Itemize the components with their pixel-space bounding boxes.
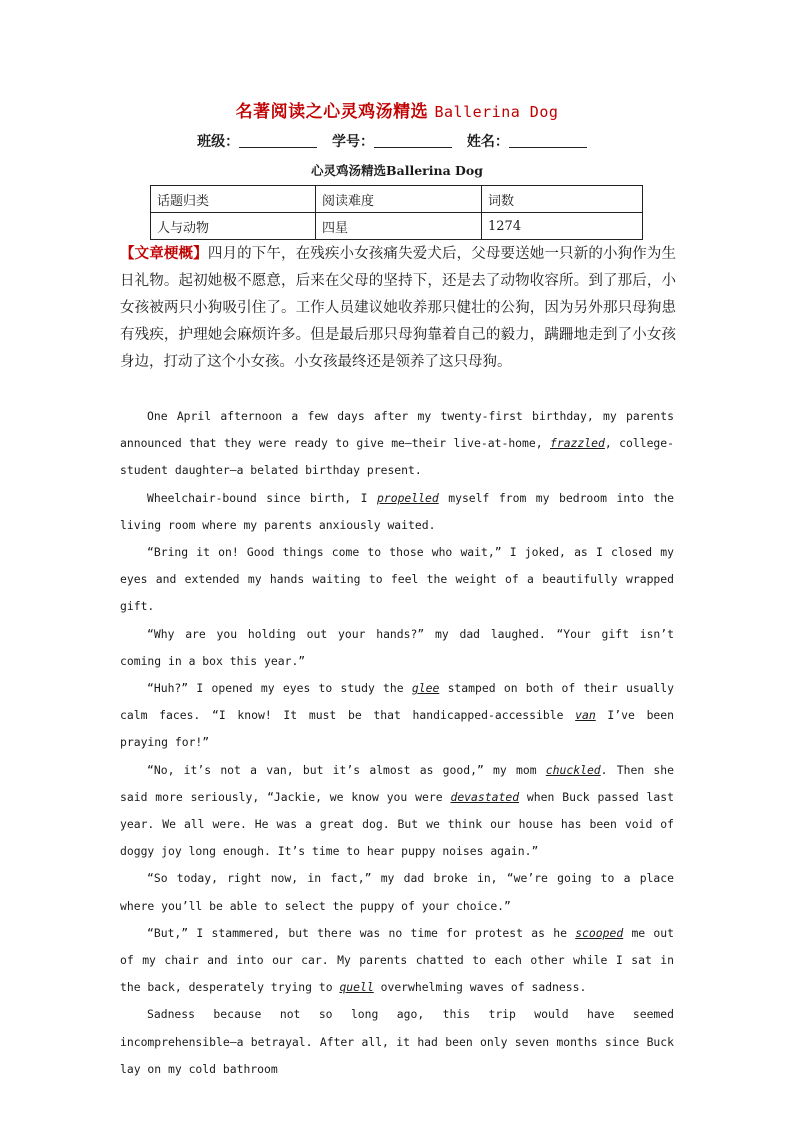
table-cell: 话题归类 <box>151 186 316 213</box>
section-subtitle: 心灵鸡汤精选Ballerina Dog <box>311 163 483 178</box>
table-row <box>151 186 643 213</box>
name-label: 姓名： <box>466 134 509 150</box>
summary-text: 四月的下午，在残疾小女孩痛失爱犬后，父母要送她一只新的小狗作为生日礼物。起初她极不愿意，后来在父母的坚持下，还是去了动物收容所。到了那后，小女孩被两只小狗吸引住了。工作人员建议她收养那只健壮的公狗，因为另外那只母狗患有残疾，护理她会麻烦许多。但是最后那只母狗靠着自己的毅力，蹒跚地走到了小女孩身边，打动了这个小女孩。小女孩最终还是领养了这只母狗。 <box>120 246 676 370</box>
document-title <box>0 97 794 122</box>
paragraph: One April afternoon a few days after my twenty-first birthday, my parents announced that they were ready to give me—their live-at-home, frazzled, college-student daughter—a belated birthday present. <box>120 409 675 478</box>
paragraph: “But,” I stammered, but there was no time for protest as he scooped me out of my chair and into our car. My parents chatted to each other while I sat in the back, desperately trying to quell overwhelming waves of sadness. <box>120 925 674 995</box>
vocabulary-word: frazzled <box>550 436 605 451</box>
vocabulary-word: chuckled <box>545 762 601 777</box>
paragraph: Sadness because not so long ago, this trip would have seemed incomprehensible—a betrayal. After all, it had been only seven months since Buck lay on my cold bathroom <box>120 1007 674 1076</box>
vocabulary-word: glee <box>411 681 440 696</box>
class-blank[interactable] <box>239 134 317 148</box>
vocabulary-word: propelled <box>377 490 439 505</box>
class-label: 班级： <box>197 134 240 150</box>
vocabulary-word: quell <box>339 980 374 995</box>
summary-tag: 【文章梗概】 <box>120 245 208 262</box>
paragraph: “Bring it on! Good things come to those who wait,” I joked, as I closed my eyes and extended my hands waiting to feel the weight of a beautifully wrapped gift. <box>120 545 674 614</box>
reading-info-table <box>150 185 643 240</box>
table-cell: 1274 <box>482 213 643 240</box>
table-cell: 四星 <box>316 213 482 240</box>
table-cell: 词数 <box>482 186 643 213</box>
paragraph: “So today, right now, in fact,” my dad broke in, “we’re going to a place where you’ll be able to select the puppy of your choice.” <box>120 871 674 913</box>
table-cell: 人与动物 <box>151 213 316 240</box>
article-summary <box>120 240 676 376</box>
paragraph: “Why are you holding out your hands?” my dad laughed. “Your gift isn’t coming in a box this year.” <box>120 626 674 668</box>
title-english: Ballerina Dog <box>434 103 559 121</box>
number-blank[interactable] <box>374 134 452 148</box>
vocabulary-word: van <box>575 708 596 723</box>
number-label: 学号： <box>332 134 374 150</box>
paragraph: “No, it’s not a van, but it’s almost as good,” my mom chuckled. Then she said more seriously, “Jackie, we know you were devastated when Buck passed last year. We all were. He was a great dog. But we think our house has been void of doggy joy long enough. It’s time to hear puppy noises again.” <box>120 762 674 859</box>
article-body <box>120 403 674 1083</box>
student-info-line <box>0 131 794 151</box>
vocabulary-word: devastated <box>450 789 520 804</box>
name-blank[interactable] <box>509 134 587 148</box>
paragraph: “Huh?” I opened my eyes to study the glee stamped on both of their usually calm faces. “I know! It must be that handicapped-accessible van I’ve been praying for!” <box>120 681 675 750</box>
vocabulary-word: scooped <box>575 925 624 940</box>
title-chinese: 名著阅读之心灵鸡汤精选 <box>235 102 429 122</box>
paragraph: Wheelchair-bound since birth, I propelled myself from my bedroom into the living room where my parents anxiously waited. <box>120 490 674 532</box>
table-row <box>151 213 643 240</box>
table-cell: 阅读难度 <box>316 186 482 213</box>
